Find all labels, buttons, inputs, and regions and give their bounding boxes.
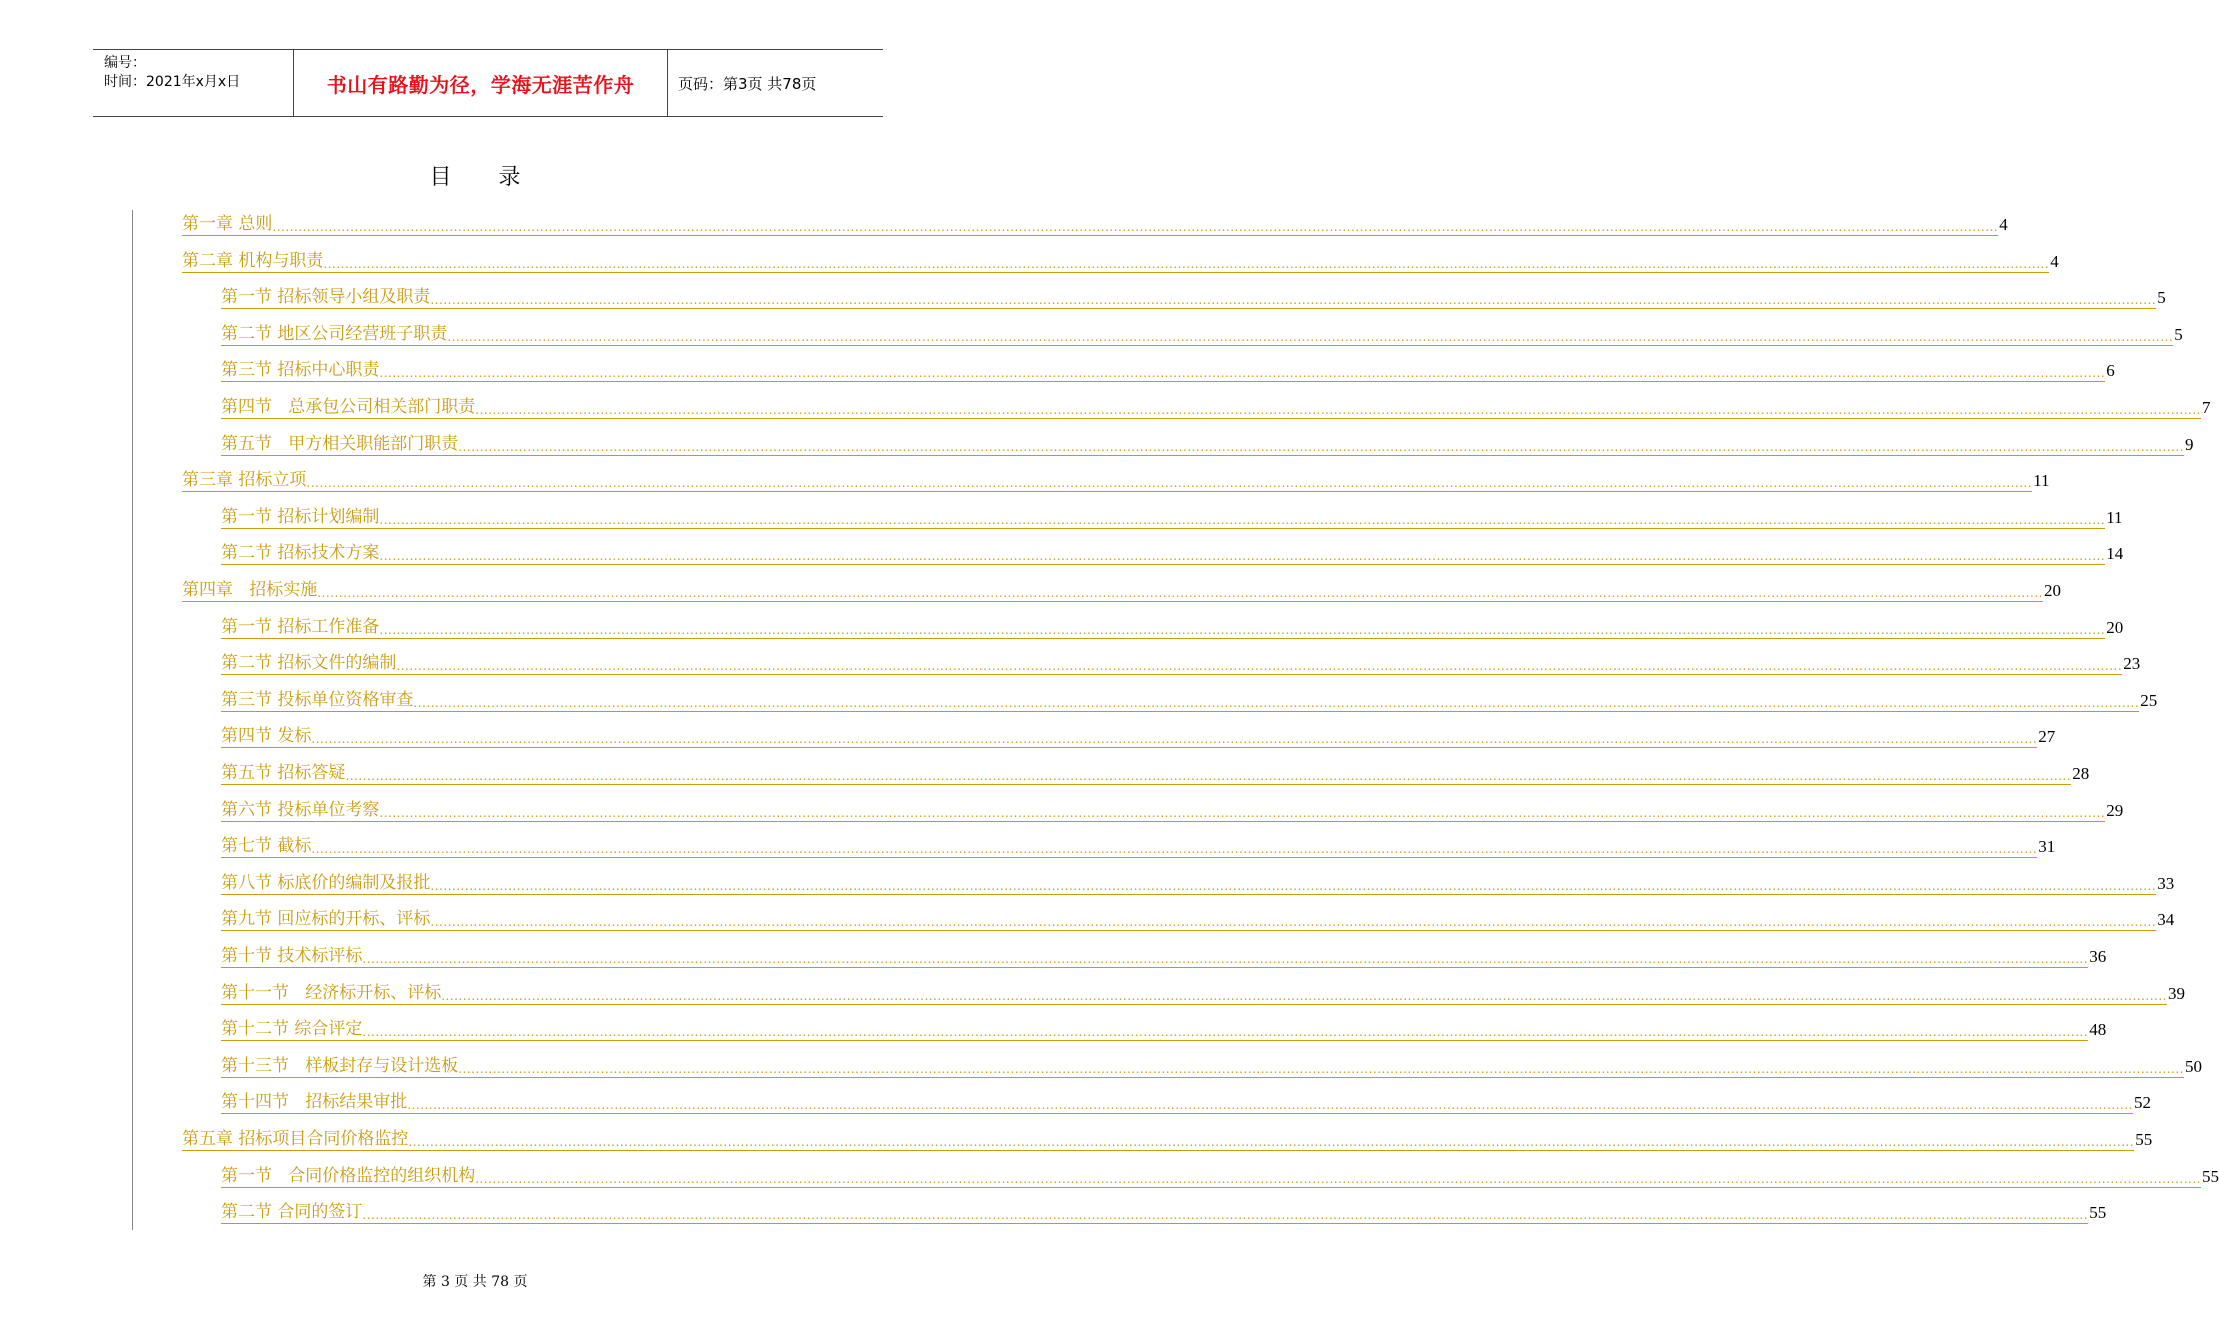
toc-entry-link[interactable] bbox=[182, 246, 2049, 273]
toc-entry-link[interactable] bbox=[221, 282, 2156, 309]
toc-entry[interactable] bbox=[182, 572, 2061, 602]
toc-entry[interactable] bbox=[221, 352, 2115, 382]
toc-entry-link[interactable] bbox=[221, 1087, 2133, 1114]
toc-entry-label: 第一节 招标计划编制 bbox=[221, 506, 380, 527]
toc-entry-link[interactable] bbox=[221, 1197, 2088, 1224]
toc-entry-page: 6 bbox=[2106, 361, 2115, 381]
toc-leader-dots: ................................................................................................................................................................................................................................................................................................................................................................................................................ bbox=[396, 659, 2123, 674]
header-motto: 书山有路勤为径，学海无涯苦作舟 bbox=[326, 72, 635, 97]
toc-entry[interactable] bbox=[182, 462, 2050, 492]
toc-entry[interactable] bbox=[221, 1084, 2151, 1114]
toc-leader-dots: ................................................................................................................................................................................................................................................................................................................................................................................................................ bbox=[323, 256, 2050, 271]
toc-entry[interactable] bbox=[221, 499, 2123, 529]
toc-entry-label: 第一章 总则 bbox=[182, 214, 273, 234]
toc-entry[interactable] bbox=[182, 243, 2059, 273]
toc-entry-link[interactable] bbox=[221, 721, 2037, 748]
header-motto-cell bbox=[294, 50, 668, 116]
toc-entry[interactable] bbox=[221, 755, 2090, 785]
toc-entry-page: 29 bbox=[2106, 800, 2124, 820]
toc-entry-page: 55 bbox=[2202, 1166, 2219, 1186]
toc-entry-link[interactable] bbox=[221, 941, 2088, 968]
toc-entry-label: 第五章 招标项目合同价格监控 bbox=[182, 1129, 409, 1149]
toc-entry[interactable] bbox=[221, 682, 2158, 712]
toc-left-rule bbox=[132, 210, 134, 1230]
toc-entry[interactable] bbox=[221, 1158, 2219, 1188]
header-meta bbox=[93, 50, 294, 116]
toc-entry[interactable] bbox=[221, 975, 2185, 1005]
header-date: 时间：2021年x月x日 bbox=[104, 74, 241, 90]
toc-entry-page: 52 bbox=[2134, 1093, 2151, 1113]
page-header bbox=[93, 49, 883, 117]
toc-entry[interactable] bbox=[221, 792, 2124, 822]
toc-entry-page: 7 bbox=[2202, 398, 2211, 417]
toc-entry[interactable] bbox=[221, 609, 2124, 639]
toc-entry-page: 27 bbox=[2038, 727, 2056, 747]
toc-entry-link[interactable] bbox=[221, 1014, 2088, 1041]
toc-leader-dots: ................................................................................................................................................................................................................................................................................................................................................................................................................ bbox=[475, 1171, 2201, 1186]
toc-entry-page: 39 bbox=[2168, 983, 2185, 1003]
footer-page-number: 第 3 页 共 78 页 bbox=[422, 1274, 528, 1290]
toc-entry[interactable] bbox=[221, 389, 2211, 419]
toc-entry[interactable] bbox=[221, 938, 2107, 968]
toc-entry-link[interactable] bbox=[221, 978, 2167, 1005]
toc-entry-label: 第十节 技术标评标 bbox=[221, 946, 363, 966]
toc-entry-page: 55 bbox=[2135, 1130, 2153, 1149]
toc-leader-dots: ................................................................................................................................................................................................................................................................................................................................................................................................................ bbox=[430, 293, 2157, 308]
toc-leader-dots: ................................................................................................................................................................................................................................................................................................................................................................................................................ bbox=[317, 586, 2043, 600]
toc-leader-dots: ................................................................................................................................................................................................................................................................................................................................................................................................................ bbox=[447, 329, 2174, 344]
toc-entry-link[interactable] bbox=[221, 612, 2105, 639]
toc-entry-link[interactable] bbox=[221, 319, 2173, 346]
toc-entry-page: 33 bbox=[2157, 873, 2175, 893]
toc-entry[interactable] bbox=[221, 1194, 2107, 1224]
toc-leader-dots: ................................................................................................................................................................................................................................................................................................................................................................................................................ bbox=[441, 988, 2167, 1003]
toc-entry-page: 11 bbox=[2106, 507, 2123, 527]
toc-entry[interactable] bbox=[182, 1121, 2153, 1151]
toc-entry-label: 第五节 招标答疑 bbox=[221, 763, 346, 783]
toc-entry-link[interactable] bbox=[182, 209, 1998, 236]
toc-entry-link[interactable] bbox=[221, 502, 2105, 529]
toc-entry-page: 20 bbox=[2044, 581, 2061, 600]
toc-entry[interactable] bbox=[221, 718, 2056, 748]
toc-leader-dots: ................................................................................................................................................................................................................................................................................................................................................................................................................ bbox=[408, 1135, 2135, 1149]
header-page-info: 页码：第3页 共78页 bbox=[678, 74, 817, 93]
toc-entry-link[interactable] bbox=[221, 1161, 2201, 1188]
toc-leader-dots: ................................................................................................................................................................................................................................................................................................................................................................................................................ bbox=[379, 366, 2106, 381]
toc-leader-dots: ................................................................................................................................................................................................................................................................................................................................................................................................................ bbox=[345, 769, 2072, 783]
toc-entry-label: 第四章 招标实施 bbox=[182, 580, 318, 600]
toc-entry-label: 第六节 投标单位考察 bbox=[221, 799, 380, 820]
toc-entry-page: 34 bbox=[2157, 910, 2175, 930]
toc-entry-page: 25 bbox=[2140, 690, 2158, 710]
toc-entry-label: 第二节 合同的签订 bbox=[221, 1202, 363, 1223]
toc-entry[interactable] bbox=[221, 1011, 2107, 1041]
toc-entry-label: 第四节 发标 bbox=[221, 726, 312, 747]
toc-entry-link[interactable] bbox=[221, 795, 2105, 822]
toc-leader-dots: ................................................................................................................................................................................................................................................................................................................................................................................................................ bbox=[458, 1061, 2184, 1076]
toc-entry[interactable] bbox=[221, 901, 2175, 931]
toc-entry-link[interactable] bbox=[182, 1124, 2134, 1151]
toc-leader-dots: ................................................................................................................................................................................................................................................................................................................................................................................................................ bbox=[306, 476, 2033, 491]
toc-entry-link[interactable] bbox=[221, 904, 2156, 931]
toc-entry-label: 第十四节 招标结果审批 bbox=[221, 1092, 408, 1113]
toc-entry-link[interactable] bbox=[221, 355, 2105, 382]
toc-entry-label: 第一节 招标工作准备 bbox=[221, 616, 380, 637]
toc-entry-label: 第四节 总承包公司相关部门职责 bbox=[221, 397, 476, 417]
toc-entry-label: 第二章 机构与职责 bbox=[182, 250, 324, 271]
toc-entry-page: 14 bbox=[2106, 544, 2124, 564]
toc-entry[interactable] bbox=[221, 1048, 2202, 1078]
toc-entry-label: 第二节 招标技术方案 bbox=[221, 543, 380, 564]
toc-leader-dots: ................................................................................................................................................................................................................................................................................................................................................................................................................ bbox=[379, 622, 2106, 637]
toc-entry-link[interactable] bbox=[221, 831, 2037, 858]
toc-entry-page: 5 bbox=[2157, 288, 2166, 308]
toc-entry-page: 4 bbox=[1999, 215, 2008, 234]
toc-entry-link[interactable] bbox=[221, 648, 2122, 675]
toc-entry[interactable] bbox=[221, 865, 2175, 895]
toc-entry-link[interactable] bbox=[221, 392, 2201, 419]
toc-entry-page: 31 bbox=[2038, 837, 2056, 857]
toc-leader-dots: ................................................................................................................................................................................................................................................................................................................................................................................................................ bbox=[458, 439, 2184, 454]
toc-entry-label: 第二节 招标文件的编制 bbox=[221, 653, 397, 674]
toc-entry-link[interactable] bbox=[221, 1051, 2184, 1078]
toc-entry[interactable] bbox=[221, 426, 2194, 456]
toc-entry-label: 第九节 回应标的开标、评标 bbox=[221, 909, 431, 930]
toc-entry-label: 第十三节 样板封存与设计选板 bbox=[221, 1055, 459, 1076]
toc-entry-label: 第三节 投标单位资格审查 bbox=[221, 689, 414, 710]
toc-entry-page: 50 bbox=[2185, 1056, 2202, 1076]
toc-leader-dots: ................................................................................................................................................................................................................................................................................................................................................................................................................ bbox=[413, 695, 2140, 710]
toc-entry-page: 11 bbox=[2033, 471, 2050, 491]
toc-entry-page: 48 bbox=[2089, 1020, 2107, 1040]
toc-entry-label: 第十一节 经济标开标、评标 bbox=[221, 982, 442, 1003]
toc-entry[interactable] bbox=[221, 645, 2141, 675]
toc-entry-page: 28 bbox=[2072, 764, 2090, 783]
toc-entry-label: 第五节 甲方相关职能部门职责 bbox=[221, 433, 459, 454]
toc-leader-dots: ................................................................................................................................................................................................................................................................................................................................................................................................................ bbox=[311, 732, 2038, 747]
toc-entry-label: 第三节 招标中心职责 bbox=[221, 360, 380, 381]
toc-entry-page: 5 bbox=[2174, 324, 2183, 344]
toc-entry[interactable] bbox=[221, 316, 2183, 346]
toc-entry-page: 4 bbox=[2050, 251, 2059, 271]
header-number: 编号： bbox=[104, 55, 146, 71]
toc-entry-label: 第八节 标底价的编制及报批 bbox=[221, 872, 431, 893]
toc-leader-dots: ................................................................................................................................................................................................................................................................................................................................................................................................................ bbox=[362, 1025, 2089, 1040]
toc-leader-dots: ................................................................................................................................................................................................................................................................................................................................................................................................................ bbox=[311, 842, 2038, 857]
toc-entry[interactable] bbox=[221, 828, 2056, 858]
toc-entry-page: 36 bbox=[2089, 947, 2107, 966]
toc-entry[interactable] bbox=[221, 535, 2124, 565]
toc-leader-dots: ................................................................................................................................................................................................................................................................................................................................................................................................................ bbox=[272, 220, 1999, 234]
toc-leader-dots: ................................................................................................................................................................................................................................................................................................................................................................................................................ bbox=[362, 1208, 2089, 1223]
toc-entry-page: 55 bbox=[2089, 1203, 2107, 1223]
toc-entry-page: 20 bbox=[2106, 617, 2124, 637]
toc-entry-link[interactable] bbox=[221, 429, 2184, 456]
toc-leader-dots: ................................................................................................................................................................................................................................................................................................................................................................................................................ bbox=[430, 878, 2157, 893]
toc-leader-dots: ................................................................................................................................................................................................................................................................................................................................................................................................................ bbox=[379, 805, 2106, 820]
toc-entry[interactable] bbox=[182, 206, 2008, 236]
toc-leader-dots: ................................................................................................................................................................................................................................................................................................................................................................................................................ bbox=[379, 512, 2106, 527]
toc-entry-page: 23 bbox=[2123, 654, 2141, 674]
toc-entry-link[interactable] bbox=[221, 685, 2139, 712]
toc-leader-dots: ................................................................................................................................................................................................................................................................................................................................................................................................................ bbox=[475, 403, 2201, 417]
toc-entry-page: 9 bbox=[2185, 434, 2194, 454]
toc-entry-label: 第一节 招标领导小组及职责 bbox=[221, 287, 431, 308]
toc-leader-dots: ................................................................................................................................................................................................................................................................................................................................................................................................................ bbox=[362, 952, 2089, 966]
toc-entry-label: 第七节 截标 bbox=[221, 836, 312, 857]
toc-entry-label: 第二节 地区公司经营班子职责 bbox=[221, 323, 448, 344]
toc-title: 目 录 bbox=[429, 165, 541, 190]
toc-entry-link[interactable] bbox=[221, 538, 2105, 565]
toc-entry-label: 第三章 招标立项 bbox=[182, 470, 307, 491]
toc-entry-link[interactable] bbox=[221, 758, 2071, 785]
toc-entry-link[interactable] bbox=[221, 868, 2156, 895]
toc-entry-link[interactable] bbox=[182, 465, 2032, 492]
toc-entry-label: 第一节 合同价格监控的组织机构 bbox=[221, 1165, 476, 1186]
toc-leader-dots: ................................................................................................................................................................................................................................................................................................................................................................................................................ bbox=[379, 549, 2106, 564]
page-footer bbox=[0, 1271, 950, 1291]
toc-entry-link[interactable] bbox=[182, 575, 2043, 602]
toc-leader-dots: ................................................................................................................................................................................................................................................................................................................................................................................................................ bbox=[430, 915, 2157, 930]
toc-leader-dots: ................................................................................................................................................................................................................................................................................................................................................................................................................ bbox=[407, 1098, 2133, 1113]
toc-entry[interactable] bbox=[221, 279, 2166, 309]
toc-entry-label: 第十二节 综合评定 bbox=[221, 1019, 363, 1040]
